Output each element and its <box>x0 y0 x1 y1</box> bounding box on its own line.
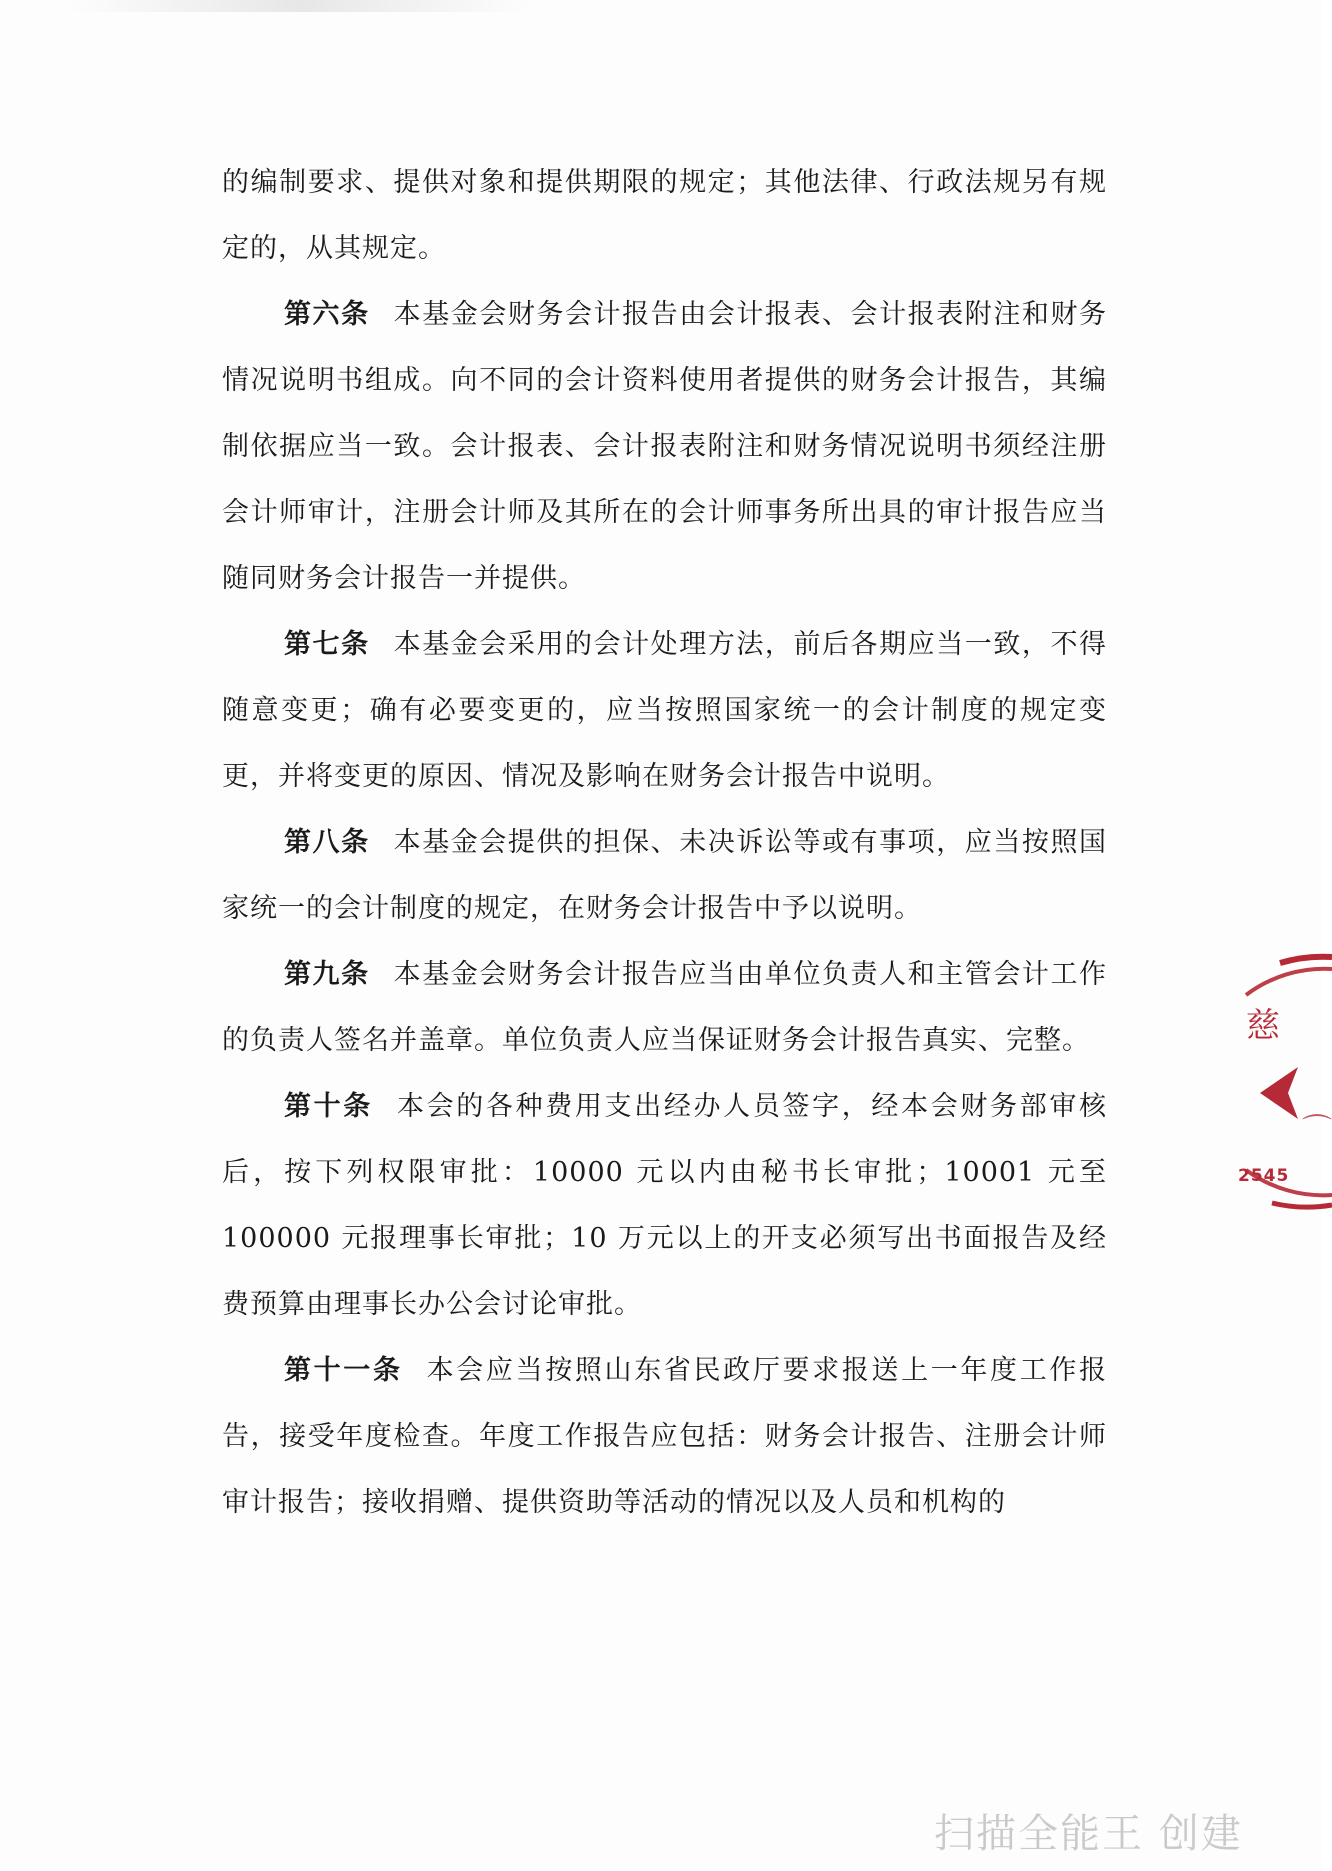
article-label: 第七条 <box>284 629 370 660</box>
article-label: 第八条 <box>284 827 370 858</box>
article-text: 本会的各种费用支出经办人员签字，经本会财务部审核后，按下列权限审批：10000 元以内由秘书长审批；10001 元至 100000 元报理事长审批；10 万元以上的开支必须写出书面报告及经费预算由理事长办公会讨论审批。 <box>222 1091 1108 1320</box>
article-label: 第十一条 <box>284 1355 403 1386</box>
article-label: 第六条 <box>284 299 370 330</box>
document-body <box>222 150 1107 1536</box>
svg-text:⌒: ⌒ <box>1302 1113 1332 1148</box>
seal-number: 2545 <box>1238 1166 1290 1186</box>
article-8 <box>222 810 1107 942</box>
article-9 <box>222 942 1107 1074</box>
article-7 <box>222 612 1107 810</box>
scan-smudge <box>70 0 530 12</box>
seal-star-icon <box>1260 1067 1298 1119</box>
seal-character: 慈 <box>1246 1006 1280 1046</box>
article-text: 本基金会财务会计报告由会计报表、会计报表附注和财务情况说明书组成。向不同的会计资料使用者提供的财务会计报告，其编制依据应当一致。会计报表、会计报表附注和财务情况说明书须经注册会计师审计，注册会计师及其所在的会计师事务所出具的审计报告应当随同财务会计报告一并提供。 <box>222 299 1108 594</box>
article-label: 第十条 <box>284 1091 373 1122</box>
article-text: 本会应当按照山东省民政厅要求报送上一年度工作报告，接受年度检查。年度工作报告应包括：财务会计报告、注册会计师审计报告；接收捐赠、提供资助等活动的情况以及人员和机构的 <box>222 1355 1108 1518</box>
article-label: 第九条 <box>284 959 370 990</box>
article-10 <box>222 1074 1107 1338</box>
article-text: 本基金会提供的担保、未决诉讼等或有事项，应当按照国家统一的会计制度的规定，在财务会计报告中予以说明。 <box>222 827 1108 924</box>
scanner-watermark: 扫描全能王 创建 <box>934 1811 1243 1857</box>
article-6 <box>222 282 1107 612</box>
article-text: 本基金会采用的会计处理方法，前后各期应当一致，不得随意变更；确有必要变更的，应当按照国家统一的会计制度的规定变更，并将变更的原因、情况及影响在财务会计报告中说明。 <box>222 629 1108 792</box>
article-text: 本基金会财务会计报告应当由单位负责人和主管会计工作的负责人签名并盖章。单位负责人应当保证财务会计报告真实、完整。 <box>222 959 1108 1056</box>
article-11 <box>222 1338 1107 1536</box>
intro-paragraph: 的编制要求、提供对象和提供期限的规定；其他法律、行政法规另有规定的，从其规定。 <box>222 167 1107 264</box>
